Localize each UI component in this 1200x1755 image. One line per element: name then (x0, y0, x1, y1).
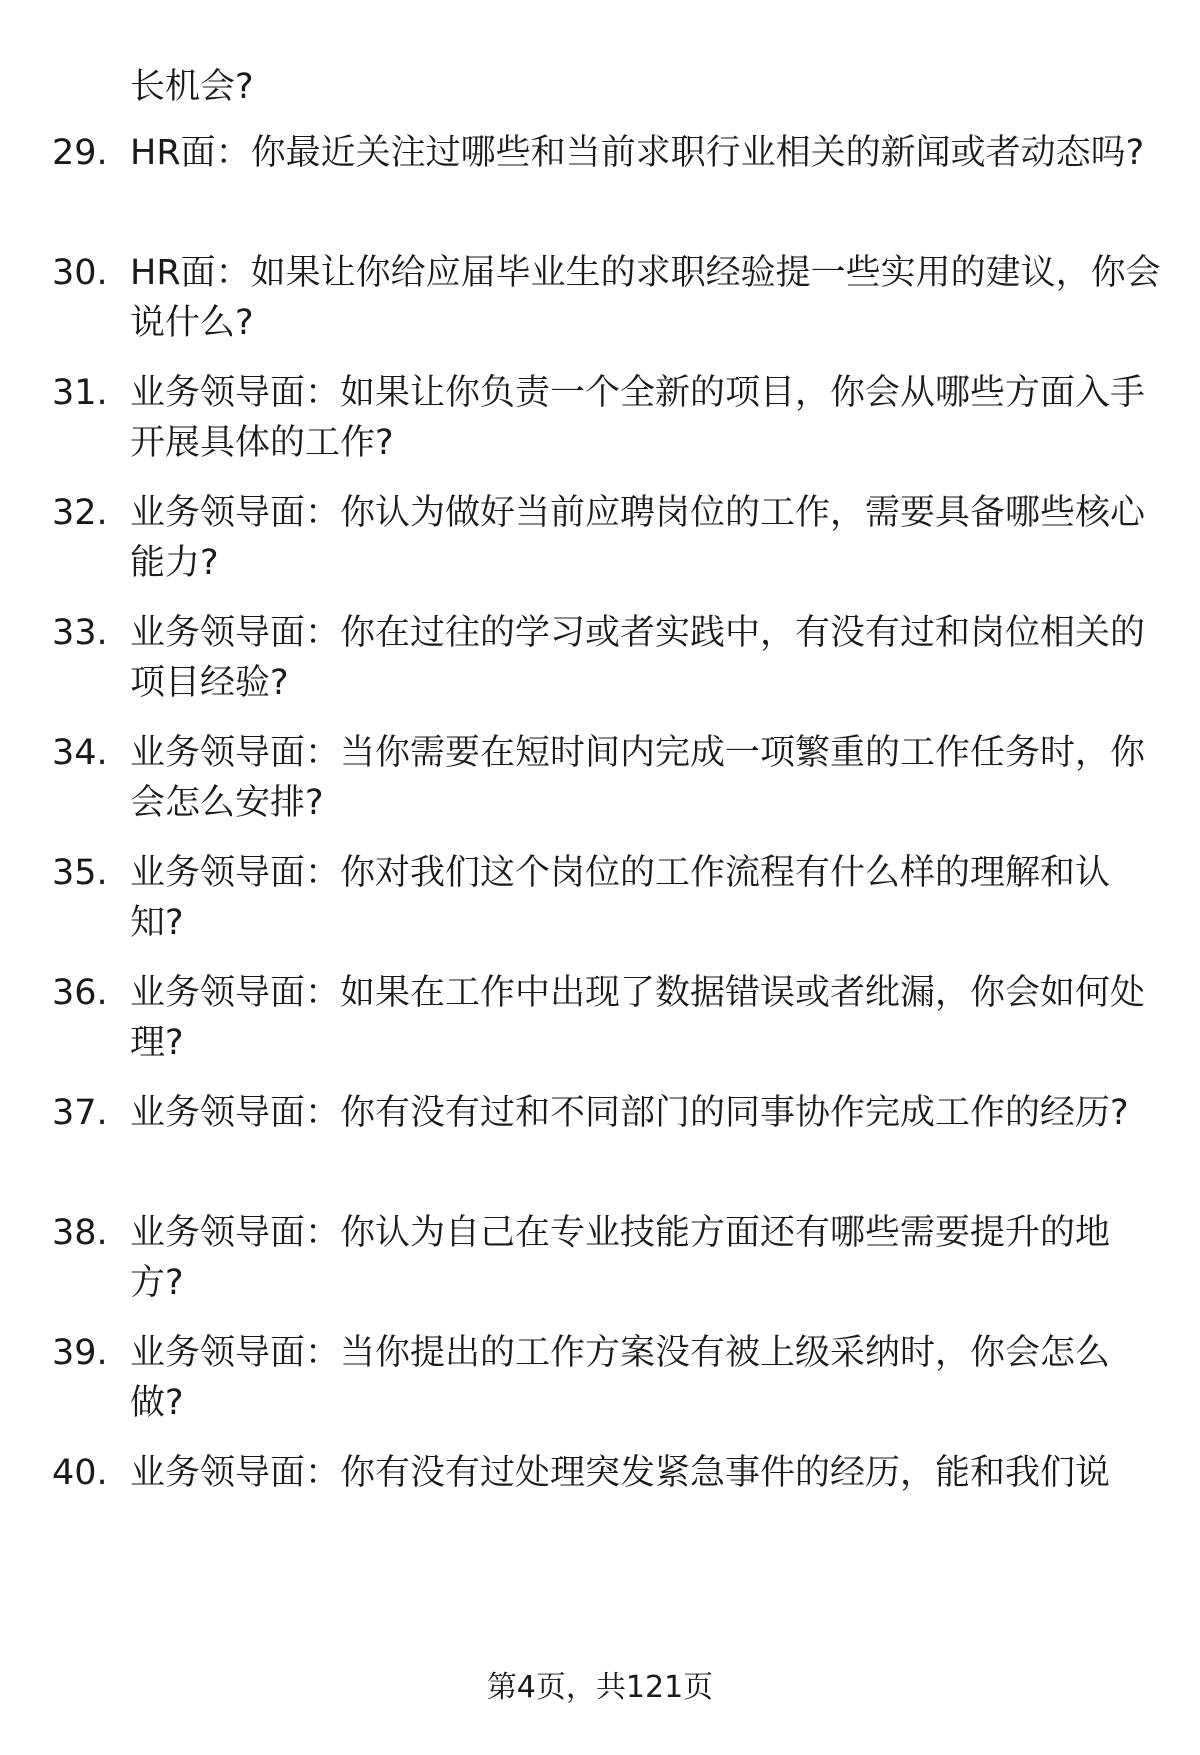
item-text: 业务领导面：你认为自己在专业技能方面还有哪些需要提升的地方? (130, 1213, 1111, 1303)
item-text: 业务领导面：当你提出的工作方案没有被上级采纳时，你会怎么做? (130, 1333, 1111, 1423)
list-item (52, 1088, 1162, 1138)
item-number: 31. (52, 373, 108, 413)
list-item (52, 608, 1162, 708)
item-text: 业务领导面：当你需要在短时间内完成一项繁重的工作任务时，你会怎么安排? (130, 733, 1146, 823)
item-number: 36. (52, 973, 108, 1013)
list-item (52, 1208, 1162, 1308)
list-item (52, 488, 1162, 588)
list-item (52, 968, 1162, 1068)
item-number: 39. (52, 1333, 108, 1373)
item-text: 业务领导面：你对我们这个岗位的工作流程有什么样的理解和认知? (130, 853, 1111, 943)
list-item (52, 368, 1162, 468)
list-item (52, 1448, 1162, 1498)
item-text: HR面：如果让你给应届毕业生的求职经验提一些实用的建议，你会说什么? (130, 253, 1161, 343)
item-text: 业务领导面：你有没有过和不同部门的同事协作完成工作的经历? (130, 1093, 1129, 1133)
item-text: 业务领导面：如果让你负责一个全新的项目，你会从哪些方面入手开展具体的工作? (130, 373, 1146, 463)
item-number: 38. (52, 1213, 108, 1253)
item-text: 业务领导面：你在过往的学习或者实践中，有没有过和岗位相关的项目经验? (130, 613, 1146, 703)
item-text: 业务领导面：你认为做好当前应聘岗位的工作，需要具备哪些核心能力? (130, 493, 1146, 583)
continued-text: 长机会? (130, 67, 254, 107)
item-number: 37. (52, 1093, 108, 1133)
list-item (52, 248, 1162, 348)
list-item (52, 1328, 1162, 1428)
item-text: HR面：你最近关注过哪些和当前求职行业相关的新闻或者动态吗? (130, 133, 1145, 173)
list-item (52, 728, 1162, 828)
item-text: 业务领导面：你有没有过处理突发紧急事件的经历，能和我们说 (130, 1453, 1111, 1493)
item-number: 40. (52, 1453, 108, 1493)
item-number: 34. (52, 733, 108, 773)
list-item (52, 128, 1162, 178)
list-item (52, 848, 1162, 948)
item-number: 30. (52, 253, 108, 293)
item-number: 35. (52, 853, 108, 893)
item-number: 33. (52, 613, 108, 653)
page-footer: 第4页，共121页 (486, 1670, 714, 1705)
item-number: 29. (52, 133, 108, 173)
item-text: 业务领导面：如果在工作中出现了数据错误或者纰漏，你会如何处理? (130, 973, 1146, 1063)
item-number: 32. (52, 493, 108, 533)
